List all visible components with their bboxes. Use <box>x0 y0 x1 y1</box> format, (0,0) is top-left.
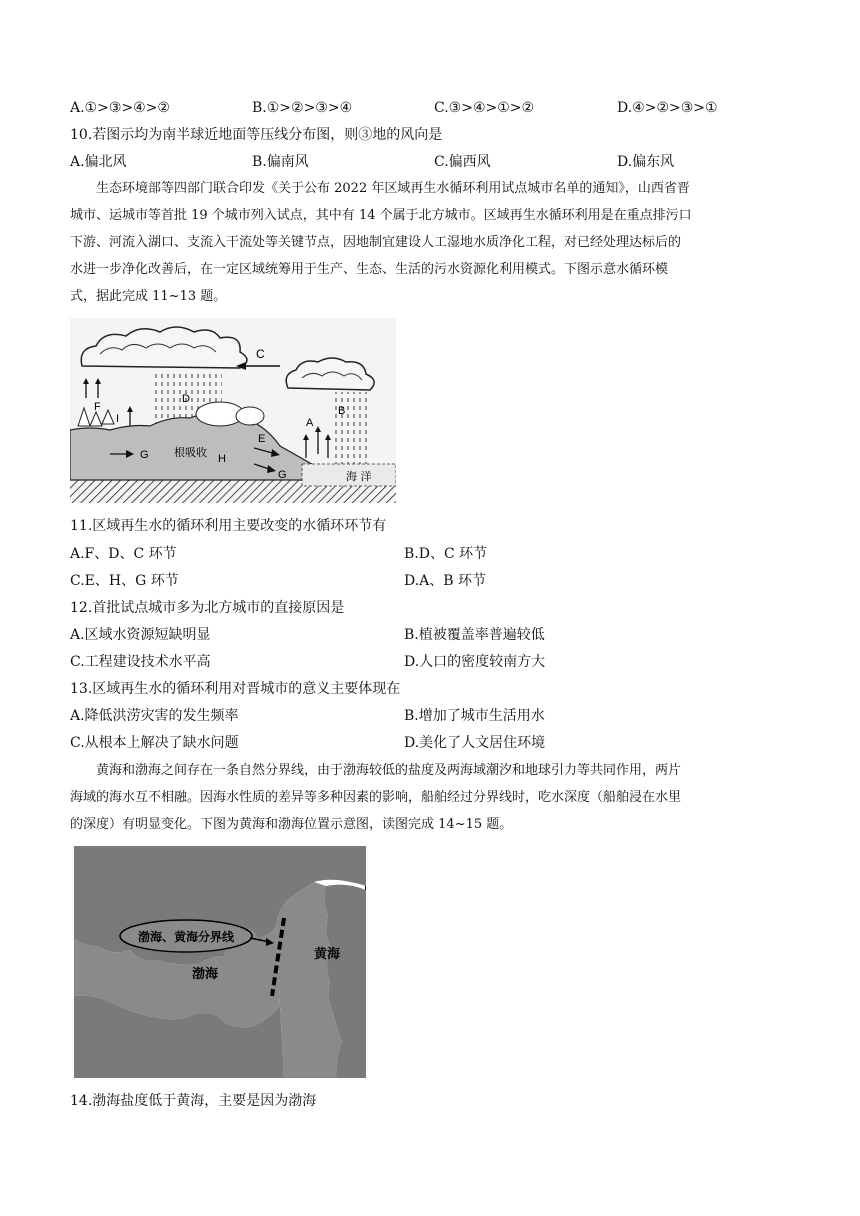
passage-bohai-huanghai <box>70 757 792 838</box>
label-i: I <box>116 413 120 425</box>
label-b: B <box>338 405 346 417</box>
passage-water-recycling <box>70 175 792 310</box>
label-f: F <box>94 401 101 413</box>
q11-option-d: D.A、B 环节 <box>404 573 487 589</box>
q9-option-a: A.①>③>④>② <box>70 100 170 116</box>
label-d: D <box>182 393 190 405</box>
bohai-huanghai-map <box>74 846 366 1078</box>
q13-option-a: A.降低洪涝灾害的发生频率 <box>70 708 239 724</box>
passage2-line: 海域的海水互不相融。因海水性质的差异等多种因素的影响，船舶经过分界线时，吃水深度（船舶浸在水里 <box>70 790 682 805</box>
q11-option-b: B.D、C 环节 <box>404 546 488 562</box>
q10-option-a: A.偏北风 <box>70 154 127 170</box>
passage1-line: 城市、运城市等首批 19 个城市列入试点，其中有 14 个属于北方城市。区域再生水循环利用是在重点排污口 <box>70 208 692 223</box>
label-h: H <box>218 453 226 465</box>
ocean-label: 海 洋 <box>346 470 372 483</box>
boundary-label: 渤海、黄海分界线 <box>137 930 235 944</box>
q9-option-d: D.④>②>③>① <box>617 100 718 116</box>
q10-stem: 10.若图示均为南半球近地面等压线分布图，则③地的风向是 <box>70 127 443 143</box>
q11-option-a: A.F、D、C 环节 <box>70 546 177 562</box>
q12-option-a: A.区域水资源短缺明显 <box>70 627 211 643</box>
q10-option-c: C.偏西风 <box>434 154 491 170</box>
q13-option-b: B.增加了城市生活用水 <box>404 708 545 724</box>
root-absorption-label: 根吸收 <box>174 446 207 459</box>
q14-stem: 14.渤海盐度低于黄海，主要是因为渤海 <box>70 1093 317 1109</box>
label-e: E <box>258 433 266 445</box>
q13-option-c: C.从根本上解决了缺水问题 <box>70 735 239 751</box>
passage1-line: 下游、河流入湖口、支流入干流处等关键节点，因地制宜建设人工湿地水质净化工程，对已经处理达标后的 <box>70 235 682 250</box>
passage1-line: 式，据此完成 11~13 题。 <box>70 289 227 304</box>
passage2-line: 黄海和渤海之间存在一条自然分界线，由于渤海较低的盐度及两海域潮汐和地球引力等共同作用，两片 <box>96 763 682 778</box>
label-g1: G <box>140 449 149 461</box>
huanghai-label: 黄海 <box>314 947 341 962</box>
bohai-label: 渤海 <box>192 967 219 982</box>
passage1-line: 水进一步净化改善后，在一定区域统筹用于生产、生态、生活的污水资源化利用模式。下图示意水循环模 <box>70 262 669 277</box>
label-a: A <box>306 417 314 429</box>
q13-option-d: D.美化了人文居住环境 <box>404 735 546 751</box>
q9-option-c: C.③>④>①>② <box>434 100 535 116</box>
q10-option-b: B.偏南风 <box>252 154 309 170</box>
water-cycle-diagram <box>70 318 396 503</box>
label-c: C <box>256 347 265 361</box>
q13-stem: 13.区域再生水的循环利用对晋城市的意义主要体现在 <box>70 681 401 697</box>
label-g2: G <box>278 469 287 481</box>
q12-stem: 12.首批试点城市多为北方城市的直接原因是 <box>70 600 345 616</box>
q12-option-b: B.植被覆盖率普遍较低 <box>404 627 545 643</box>
passage1-line: 生态环境部等四部门联合印发《关于公布 2022 年区域再生水循环利用试点城市名单的通知》，山西省晋 <box>96 181 690 196</box>
q11-option-c: C.E、H、G 环节 <box>70 573 179 589</box>
q11-stem: 11.区域再生水的循环利用主要改变的水循环环节有 <box>70 518 387 534</box>
passage2-line: 的深度）有明显变化。下图为黄海和渤海位置示意图，读图完成 14~15 题。 <box>70 817 513 832</box>
q12-option-c: C.工程建设技术水平高 <box>70 654 211 670</box>
q12-option-d: D.人口的密度较南方大 <box>404 654 546 670</box>
q9-option-b: B.①>②>③>④ <box>252 100 353 116</box>
q10-option-d: D.偏东风 <box>617 154 675 170</box>
